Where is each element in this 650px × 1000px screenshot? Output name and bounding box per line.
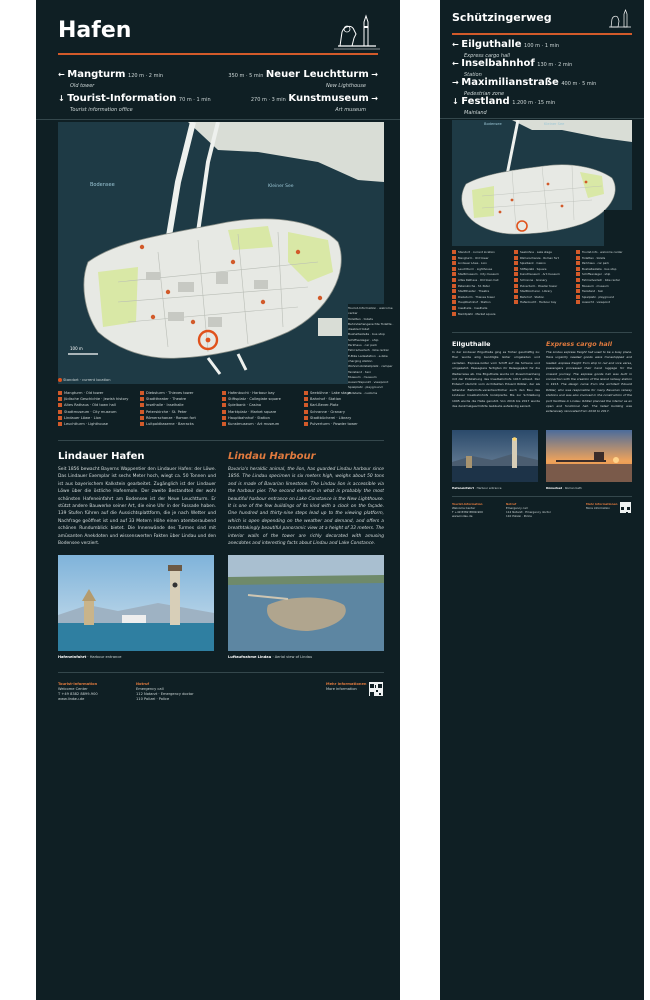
photo-harbour-dusk — [452, 430, 538, 482]
map-label-kleiner-see: Kleiner See — [544, 122, 565, 126]
qr-code-icon — [369, 683, 383, 697]
map-drawing — [58, 122, 384, 384]
text-de: Seit 1856 bewacht Bayerns Wappentier den Lindauer Hafen: der Löwe. Das Lindauer Exemplar ist sechs Meter hoch, wiegt ca. 50 Tonnen und ist aus bayerischem Kalkstein gearbeitet. Zugänglich ist der Lindauer Löwe über die östliche Hafenmole. Der zweite Bestandteil der wohl schönsten Hafeneinfahrt am Bodensee ist der Neue Leuchtturm. Er stützt andere Bauwerke seiner Art, die eine Uhr in der Fassade haben. 139 Stufen führen auf die Aussichtsplattform, die je nach Wetter und Nachfrage geöffnet ist und auf 33 Metern Höhe einen atemberaubend schönen Rundumblick bietet. Die Innenwände des Turmes sind mit amüsanten Anekdoten und wissenswerten Fakten über Lindau und den Bodensee verziert. — [58, 467, 216, 547]
footer-more-info: Mehr Informationen More information — [326, 682, 367, 691]
photo-aerial-art — [228, 555, 384, 651]
legend-col-3: Tourist-Info · welcome center Toiletten · toilets Parkhaus · car park Bushaltestelle · bus stop Schiffsanleger · ship Fahrradverleih · bike rental Museum · museum Taxistand · taxi Spielplatz · playground Aussicht · viewpoint — [576, 250, 623, 306]
qr-code-icon — [620, 506, 631, 517]
photo-harbour-entrance — [58, 555, 214, 651]
footer-tourist-info: Tourist-Information Welcome Center T +49 8382 8899-900 www.lindau.de — [452, 502, 483, 518]
legend-col-3: Hafenbucht · Harbour bay Stiftsplatz · Collegiate square Spielbank · Casino Marktplatz · Market square Hauptbahnhof · Station Kunstmuseum · Art museum — [222, 390, 281, 427]
direction-eilguthalle: ← Eilguthalle 100 m · 1 min Express cargo hall — [452, 39, 560, 59]
panel-title: Hafen — [58, 18, 132, 43]
text-en: Bavaria's heraldic animal, the lion, has guarded Lindau harbour since 1856. The Lindau specimen is six meters high, weighs about 50 tons and is made of Bavarian limestone. The Lindau lion is accessible via the harbour pier. The second element in what is probably the most beautiful harbour entrance on Lake Constance is the New Lighthouse. It is one of the few buildings of its kind with a clock on the façade. One hundred and thirty-nine steps lead up to the viewing platform, which is open depending on the weather and demand, and offers a breathtakingly beautiful panoramic view at a height of 33 meters. The interior walls of the tower are richly decorated with amusing anecdotes and interesting facts about Lindau and Lake Constance. — [228, 467, 384, 547]
direction-mangturm: ← Mangturm 120 m · 2 min Old tower — [58, 69, 164, 89]
legend-col-4: Seebühne · Lake stage Bahnhof · Station Karl-Bever-Platz Schranne · Granary Stadtbücherei · Library Pulverturm · Powder tower — [304, 390, 358, 427]
island-map — [452, 120, 632, 246]
qr-code[interactable] — [620, 502, 631, 513]
map-legend-right: Tourist-Information · welcome center Toiletten · toilets Behindertengerechte Toilette · disabled toilet Bushaltestelle · bus stop Schiffsanleger · ship Parkhaus · car park Fahrradverleih · bike rental E-Bike Ladestation · e-bike charging station Wohnmobilstellplatz · camper Taxistand · taxi Museum · museum Aussichtspunkt · viewpoint Spielplatz · playground Zollstelle · customs — [348, 306, 394, 395]
direction-tourist-information: ↓ Tourist-Information 70 m · 1 min Tourist information office — [58, 93, 211, 113]
sign-panel-hafen — [36, 0, 400, 1000]
direction-kunstmuseum: 270 m · 3 min Kunstmuseum → Art museum — [250, 93, 378, 113]
direction-festland: ↓ Festland 1.200 m · 15 min Mainland — [452, 96, 556, 116]
panel-title: Schützingerweg — [452, 11, 552, 24]
caption-photo-1: Hafeneinfahrt · Harbour entrance — [58, 655, 122, 659]
map-label-bodensee: Bodensee — [484, 122, 502, 126]
legend-col-1: Standort · current location Mangturm · Old tower Lindauer Löwe · Lion Leuchtturm · Lighthouse Stadtmuseum · City museum Altes Rathaus · Old town hall Peterskirche · St. Peter Stadttheater · Theatre Diebsturm · Thieves tower Hauptbahnhof · Station Inselhalle · Inselhalle Marktplatz · Market square — [452, 250, 499, 317]
legend-col-1: Mangturm · Old tower Jüdische Geschichte · Jewish history Altes Rathaus · Old town hall Stadtmuseum · City museum Lindauer Löwe · Lion Leuchtturm · Lighthouse — [58, 390, 128, 427]
heading-de: Eilguthalle — [452, 340, 491, 348]
map-label-kleiner-see: Kleiner See — [268, 184, 294, 189]
map-label-bodensee: Bodensee — [90, 182, 115, 188]
map-standort-label: Standort · current location — [58, 378, 111, 382]
map-drawing — [452, 120, 632, 246]
photo-harbour-art — [58, 555, 214, 651]
sign-panel-schuetzingerweg — [440, 0, 644, 1000]
heading-en: Lindau Harbour — [228, 451, 316, 462]
footer-notruf: Notruf Emergency call 112 Notarzt · Emergency doctor 110 Polizei · Police — [506, 502, 551, 518]
photo-sunset-art — [546, 430, 632, 482]
legend-col-2: Diebsturm · Thieves tower Stadttheater · Theatre Inselhalle · Inselhalle Peterskirche · St. Peter Römerschanze · Roman fort Luitpoldkaserne · Barracks — [140, 390, 196, 427]
photo-aerial-view — [228, 555, 384, 651]
direction-inselbahnhof: ← Inselbahnhof 130 m · 2 min Station — [452, 58, 573, 78]
footer-more-info: Mehr Informationen More information — [586, 502, 618, 510]
legend-col-2: Seebühne · Lake stage Römerschanze · Roman fort Spielbank · Casino Stiftsplatz · Square Kunstmuseum · Art museum Schranne · Granary Pulverturm · Powder tower Stadtbücherei · Library Bahnhof · Station Hafenbucht · Harbour bay — [514, 250, 560, 306]
photo-harbour-dusk-art — [452, 430, 538, 482]
lindau-lion-lighthouse-logo — [332, 12, 382, 50]
direction-neuer-leuchtturm: 350 m · 5 min Neuer Leuchtturm → New Lighthouse — [228, 69, 378, 89]
caption-photo-1: Hafeneinfahrt · Harbour entrance — [452, 486, 502, 490]
text-de: In der Lindauer Eilguthalle ging es früher geschäftig zu: Hier wurde eilig benötigte Güter umgeladen und verladen. Express-Güter vom Schiff auf die Schiene und umgekehrt. Passagiere fertigten ihr Reisegepäck für die Weiterreise ab. Die Eilguthalle wurde im Zusammenhang mit der Entstehung des Inselbahnhofs 1913 erbaut. Der Entwurf stammt vom Architekten Eduard Rößler, der als leitender Bahnhofs-verantwortlicher auch den Bau des Lindauer Inselbahnhofs konzipierte. Bis zur Schließung 1995 wurde die Halle genutzt. Von 2016 bis 2017 wurde das denkmalgeschützte Gebäude aufwändig saniert. — [452, 350, 540, 409]
footer-notruf: Notruf Emergency call 112 Notarzt · Emergency doctor 110 Polizei · Police — [136, 682, 194, 701]
footer-tourist-info: Tourist-Information Welcome Center T +49 8382 8899-900 www.lindau.de — [58, 682, 98, 701]
direction-maximilianstrasse: → Maximilianstraße 400 m · 5 min Pedestrian zone — [452, 77, 597, 97]
caption-photo-2: Römerbad · Roman bath — [546, 486, 582, 490]
caption-photo-2: Luftaufnahme Lindau · Aerial view of Lindau — [228, 655, 313, 659]
island-map — [58, 122, 384, 384]
text-en: The Lindau express freight hall used to be a busy place. Here urgently needed goods were transshipped and loaded: express freight from ship to rail and vice versa, passengers processed their hand luggage for the onward journey. The express goods hall was built in connection with the creation of the island railway station in 1913. The design came from the architect Eduard Rößler, who was responsible for many Bavarian railway stations and was also involved in the construction of the port facilities in Lindau. Rößler planned the interior as an open and functional hall. The listed building was extensively renovated from 2016 to 2017. — [546, 350, 632, 414]
map-scale: 100 m — [70, 346, 83, 351]
heading-de: Lindauer Hafen — [58, 451, 145, 462]
map-legend — [58, 390, 384, 432]
heading-en: Express cargo hall — [546, 340, 613, 348]
map-legend — [452, 250, 632, 328]
lindau-lion-lighthouse-logo — [606, 8, 634, 30]
photo-roemerbad-sunset — [546, 430, 632, 482]
qr-code[interactable] — [369, 682, 383, 696]
